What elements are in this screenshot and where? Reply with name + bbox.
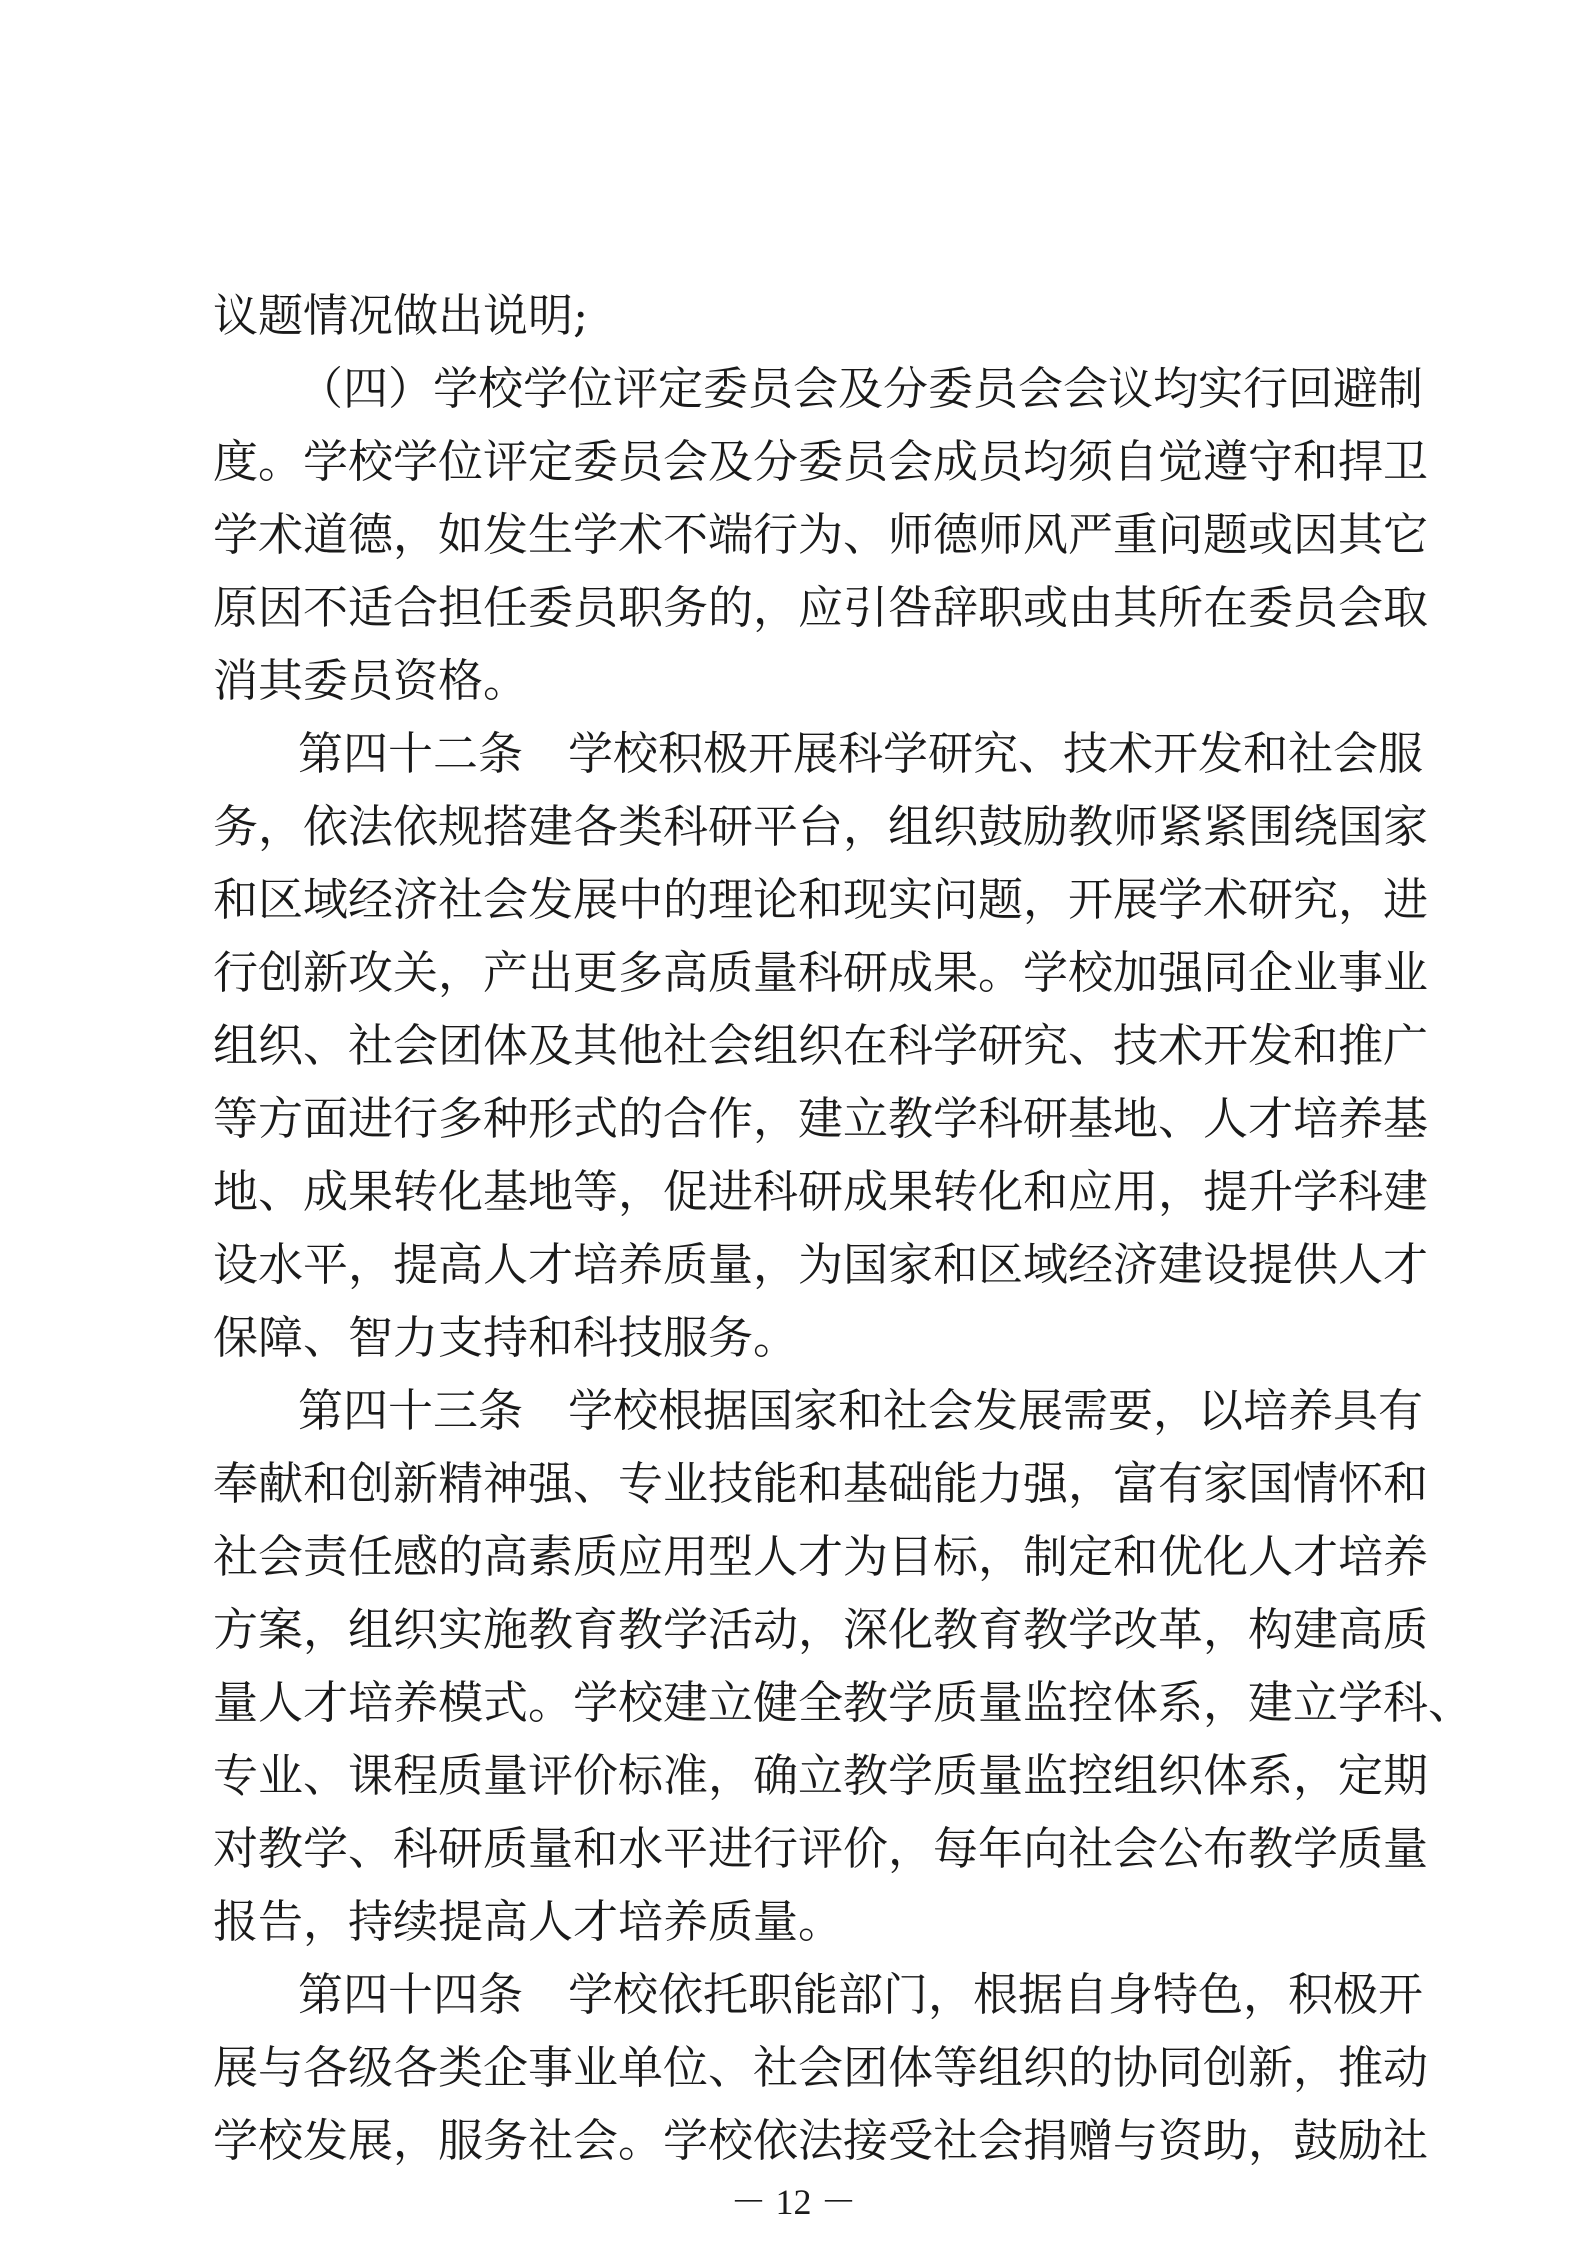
text-line: 奉献和创新精神强、专业技能和基础能力强，富有家国情怀和: [213, 1457, 1429, 1510]
article-heading-44: 第四十四条 学校依托职能部门，根据自身特色，积极开: [298, 1968, 1424, 2021]
text-line: （四）学校学位评定委员会及分委员会会议均实行回避制: [298, 362, 1424, 415]
text-line: 务，依法依规搭建各类科研平台，组织鼓励教师紧紧围绕国家: [213, 800, 1429, 853]
text-line: 设水平，提高人才培养质量，为国家和区域经济建设提供人才: [213, 1238, 1429, 1291]
text-line: 社会责任感的高素质应用型人才为目标，制定和优化人才培养: [213, 1530, 1429, 1583]
page-number: － 12 －: [730, 2182, 857, 2222]
text-line: 专业、课程质量评价标准，确立教学质量监控组织体系，定期: [213, 1749, 1429, 1802]
text-line: 方案，组织实施教育教学活动，深化教育教学改革，构建高质: [213, 1603, 1429, 1656]
text-line: 报告，持续提高人才培养质量。: [213, 1895, 844, 1948]
text-line: 地、成果转化基地等，促进科研成果转化和应用，提升学科建: [213, 1165, 1429, 1218]
text-line: 消其委员资格。: [213, 654, 529, 707]
article-heading-42: 第四十二条 学校积极开展科学研究、技术开发和社会服: [298, 727, 1424, 780]
text-line: 展与各级各类企事业单位、社会团体等组织的协同创新，推动: [213, 2041, 1429, 2094]
text-line: 行创新攻关，产出更多高质量科研成果。学校加强同企业事业: [213, 946, 1429, 999]
text-line: 原因不适合担任委员职务的，应引咎辞职或由其所在委员会取: [213, 581, 1429, 634]
text-line: 学校发展，服务社会。学校依法接受社会捐赠与资助，鼓励社: [213, 2114, 1429, 2167]
text-line: 量人才培养模式。学校建立健全教学质量监控体系，建立学科、: [213, 1676, 1474, 1729]
text-line: 对教学、科研质量和水平进行评价，每年向社会公布教学质量: [213, 1822, 1429, 1875]
text-line: 等方面进行多种形式的合作，建立教学科研基地、人才培养基: [213, 1092, 1429, 1145]
text-line: 度。学校学位评定委员会及分委员会成员均须自觉遵守和捍卫: [213, 435, 1429, 488]
text-line: 议题情况做出说明;: [213, 289, 589, 342]
text-line: 和区域经济社会发展中的理论和现实问题，开展学术研究，进: [213, 873, 1429, 926]
text-line: 学术道德，如发生学术不端行为、师德师风严重问题或因其它: [213, 508, 1429, 561]
text-line: 组织、社会团体及其他社会组织在科学研究、技术开发和推广: [213, 1019, 1429, 1072]
article-heading-43: 第四十三条 学校根据国家和社会发展需要，以培养具有: [298, 1384, 1424, 1437]
text-line: 保障、智力支持和科技服务。: [213, 1311, 799, 1364]
